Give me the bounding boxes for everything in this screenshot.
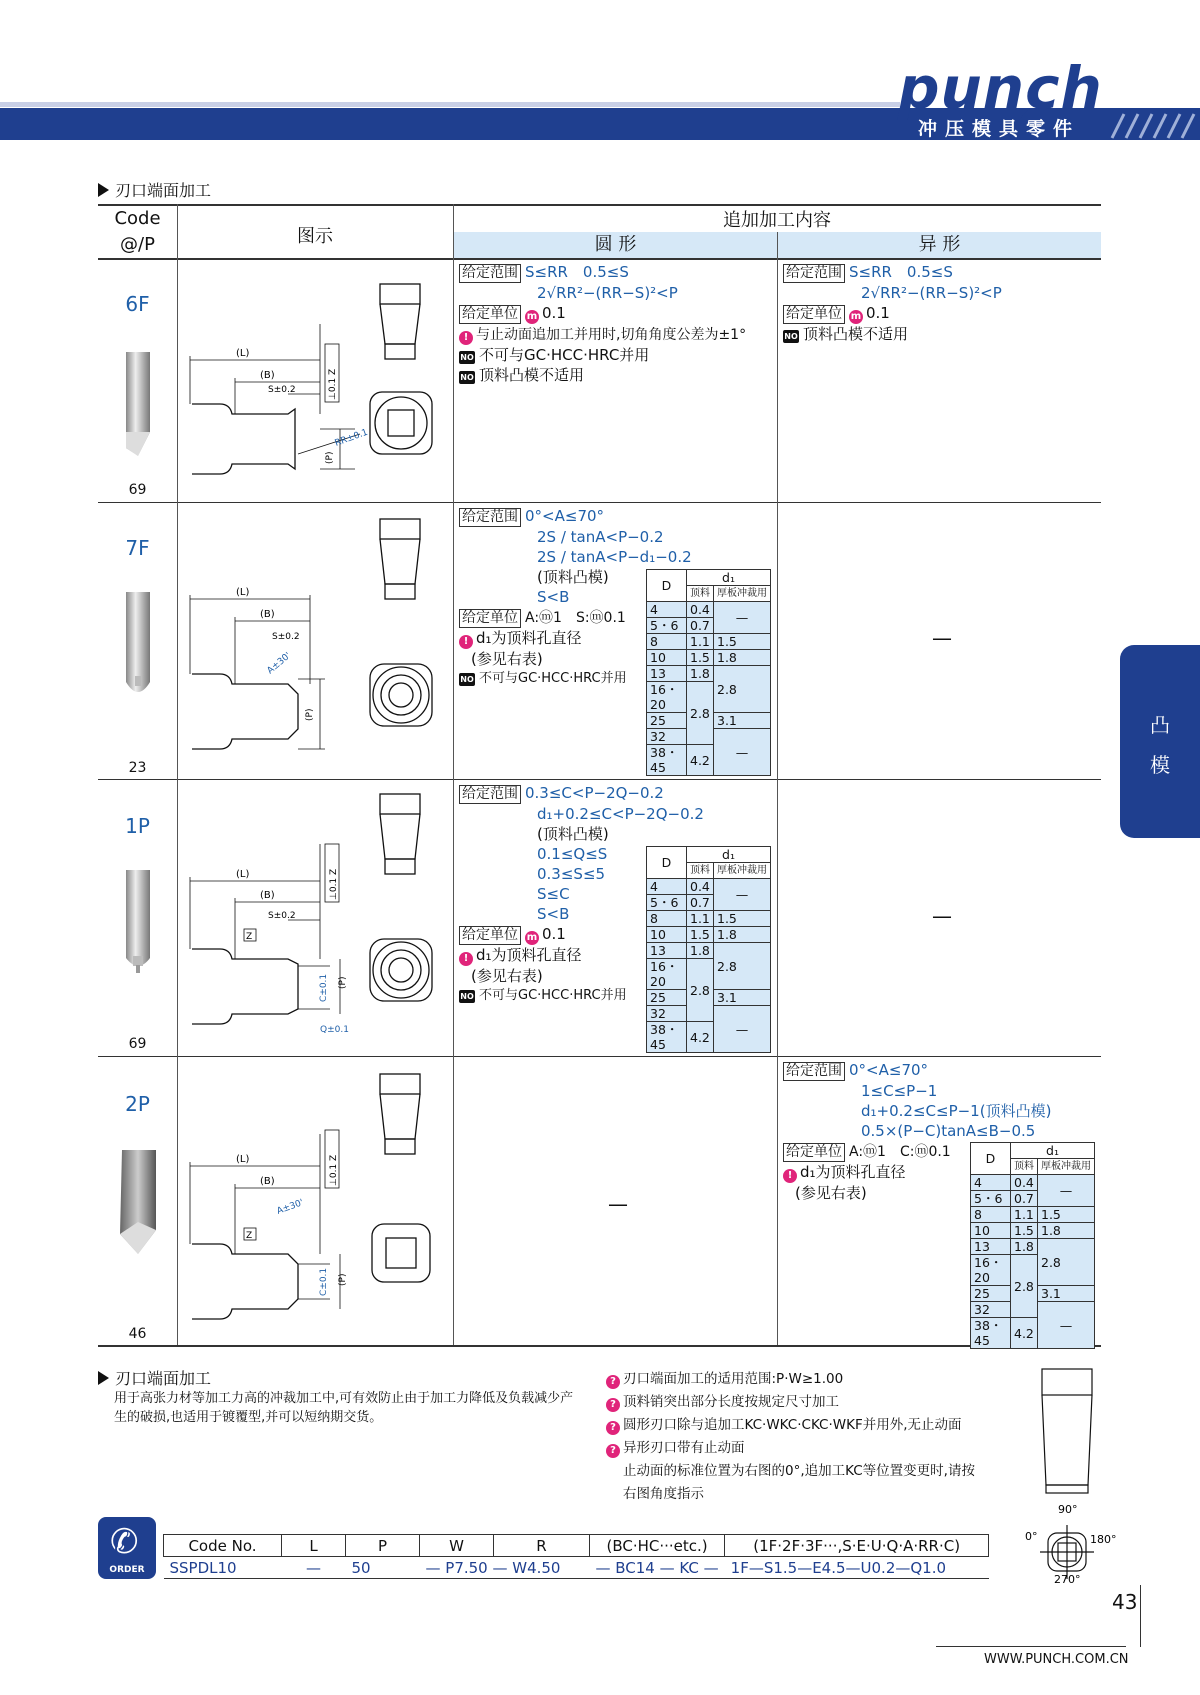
dim-c: C±0.1 [319,973,329,1002]
row-code: 1P [125,814,150,838]
row-code: 6F [125,292,150,316]
row-7f-round: 给定范围 0°<A≤70° 2S / tanA<P−0.2 2S / tanA<P−d₁−0.2 (顶料凸模) S<B 给定单位 A:ⓜ1 S:ⓜ0.1 ! d₁为顶料孔直径 (参见右表) NO 不可与GC·HCC·HRC并用 [460,507,692,686]
angle-270: 270° [1054,1573,1081,1585]
empty-dash: — [932,626,952,650]
order-label: ORDER [109,1565,145,1575]
dim-s: S±0.2 [272,632,300,642]
triangle-icon [98,183,109,197]
dim-s: S±0.2 [268,385,296,395]
dim-l: (L) [236,348,250,359]
row-num: 23 [128,760,147,776]
row-6f-diff: 给定范围 S≤RR 0.5≤S 2√RR²−(RR−S)²<P 给定单位 m 0.1 NO 顶料凸模不适用 [784,263,1002,343]
dim-p: (P) [338,976,348,989]
page-number: 43 [1112,1590,1138,1614]
dim-c: C±0.1 [319,1267,329,1296]
row-6f-round: 给定范围 S≤RR 0.5≤S 2√RR²−(RR−S)²<P 给定单位 m 0.1 ! 与止动面追加工并用时,切角角度公差为±1° NO 不可与GC·HCC·HRC并用 NO 顶料凸模不适用 [460,263,747,384]
empty-dash: — [608,1192,628,1216]
footer-vline [1140,1585,1141,1647]
angle-0: 0° [1025,1530,1038,1543]
dim-b: (B) [260,370,275,381]
dim-b: (B) [260,890,275,901]
dim-q: Q±0.1 [320,1025,349,1035]
dim-l: (L) [236,1154,250,1165]
dim-zb: Z [246,932,253,942]
dim-p: (P) [325,451,335,464]
dim-b: (B) [260,609,275,620]
dim-l: (L) [236,587,250,598]
orientation-drawing [1022,1365,1122,1585]
dim-z: ⊥0.1 Z [329,1154,339,1186]
logo-word: punch [898,54,1103,122]
logo-subtitle: 冲压模具零件 [918,118,1081,140]
dim-z: ⊥0.1 Z [329,868,339,900]
dim-b: (B) [260,1176,275,1187]
brand-logo [880,54,1200,140]
order-icon [98,1517,156,1579]
header-round: 圆 形 [454,232,777,258]
section-title [98,178,211,201]
header-diff: 异 形 [778,232,1101,258]
side-tab-line2: 模 [1150,753,1170,777]
d1-table: D d₁ 顶料 厚板冲裁用 4 0.4 — 5・6 0.7 8 1.1 1.5 10 1.5 1.8 13 1.8 2.8 16・20 2.8 25 3.1 32 — 38・45 4.2 [970,1142,1095,1349]
drawing-2p [180,1064,450,1334]
row-code: 2P [125,1092,150,1116]
header-additional: 追加加工内容 [723,210,831,231]
section-title-text: 刃口端面加工 [115,181,212,200]
dim-rr: RR±0.1 [333,427,370,449]
header-code: Code @/P [114,208,161,255]
side-tab[interactable] [1120,645,1200,838]
footer-divider [936,1646,1126,1647]
drawing-6f [180,264,450,494]
row-1p-round: 给定范围 0.3≤C<P−2Q−0.2 d₁+0.2≤C<P−2Q−0.2 (顶料凸模) 0.1≤Q≤S 0.3≤S≤5 S≤C S<B 给定单位 m 0.1 ! d₁为顶料孔直径 (参见右表) NO 不可与GC·HCC·HRC并用 [460,784,704,1003]
triangle-icon [98,1371,109,1385]
drawing-7f [180,509,450,769]
dim-a: A±30' [265,650,294,677]
row-num: 46 [128,1326,147,1342]
d1-table: D d₁ 顶料 厚板冲裁用 4 0.4 — 5・6 0.7 8 1.1 1.5 10 1.5 1.8 13 1.8 2.8 16・20 2.8 25 3.1 32 — 38・45 4.2 [646,846,771,1053]
row-code: 7F [125,536,150,560]
dim-zb: Z [246,1231,253,1241]
notes-body: 用于高张力材等加工力高的冲裁加工中,可有效防止由于加工力降低及负载减少产生的破损,也适用于镀覆型,并可以短纳期交货。 [114,1391,574,1425]
footer-url[interactable]: WWW.PUNCH.COM.CN [984,1652,1129,1667]
empty-dash: — [932,904,952,928]
dim-p: (P) [305,708,315,721]
punch-pin-image [116,870,160,980]
header-stripe [0,102,900,107]
row-2p-diff: 给定范围 0°<A≤70° 1≤C≤P−1 d₁+0.2≤C≤P−1(顶料凸模) 0.5×(P−C)tanA≤B−0.5 给定单位 A:ⓜ1 C:ⓜ0.1 ! d₁为顶料孔直径 (参见右表) [783,1060,1098,1203]
dim-p: (P) [338,1273,348,1286]
punch-pin-image [116,352,160,462]
dim-a: A±30' [275,1197,305,1217]
drawing-1p [180,784,450,1046]
angle-90: 90° [1058,1503,1078,1516]
row-num: 69 [128,1036,147,1052]
angle-180: 180° [1090,1533,1117,1546]
header-figure: 图示 [297,226,333,247]
punch-pin-image [116,592,160,702]
order-table: Code No. L P W R (BC·HC···etc.) (1F·2F·3F···,S·E·U·Q·A·RR·C) SSPDL10 — 50 — P7.50 — W4.50 — BC14 — KC — 1F—S1.5—E4.5—U0.2—Q1.0 [163,1534,989,1579]
d1-table: D d₁ 顶料 厚板冲裁用 4 0.4 — 5・6 0.7 8 1.1 1.5 10 1.5 1.8 13 1.8 2.8 16・20 2.8 25 3.1 32 — 38・45 4.2 [646,569,771,776]
spec-table [98,204,1101,1348]
dim-z: ⊥0.1 Z [328,368,338,400]
notes-list: ? 刃口端面加工的适用范围:P·W≥1.00 ? 顶料销突出部分长度按规定尺寸加工 ? 圆形刃口除与追加工KC·WKC·CKC·WKF并用外,无止动面 ? 异形刃口带有止动面 止动面的标准位置为右图的0°,追加工KC等位置变更时,请按 右图角度指示 [606,1368,1026,1506]
phone-icon: ✆ [110,1522,139,1562]
side-tab-line1: 凸 [1150,713,1170,737]
punch-pin-image [116,1150,160,1270]
dim-s: S±0.2 [268,911,296,921]
dim-l: (L) [236,869,250,880]
row-num: 69 [128,482,147,498]
notes-title: 刃口端面加工 [98,1366,211,1389]
